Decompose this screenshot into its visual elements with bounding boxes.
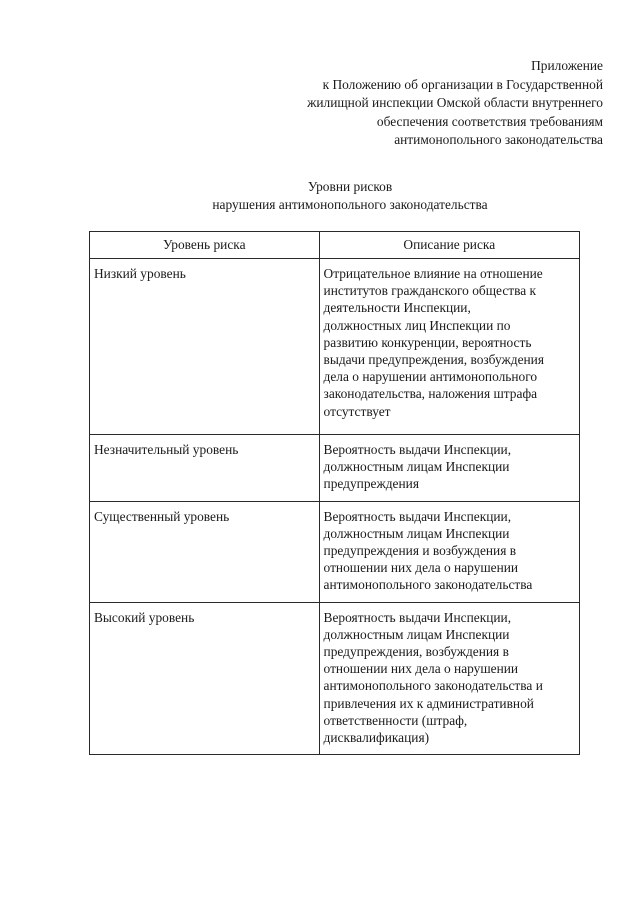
description-line: выдачи предупреждения, возбуждения: [323, 352, 545, 368]
appendix-header: [183, 57, 603, 150]
appendix-line: к Положению об организации в Государственной: [322, 76, 603, 92]
description-line: ответственности (штраф,: [323, 712, 468, 728]
table-row: [90, 435, 580, 502]
description-line: привлечения их к административной: [323, 695, 534, 711]
description-line: законодательства, наложения штрафа: [323, 386, 538, 402]
description-line: антимонопольного законодательства и: [323, 678, 543, 694]
description-line: предупреждения и возбуждения в: [323, 543, 517, 559]
title-line-1: Уровни рисков: [307, 179, 393, 194]
description-line: предупреждения, возбуждения в: [323, 644, 509, 660]
appendix-line: обеспечения соответствия требованиям: [376, 113, 603, 129]
description-line: Вероятность выдачи Инспекции,: [323, 508, 512, 524]
risk-description-cell: [319, 602, 579, 755]
appendix-line: антимонопольного законодательства: [394, 132, 603, 148]
table-header-row: [90, 232, 580, 259]
risk-description-cell: [319, 259, 579, 435]
risk-description-cell: [319, 501, 579, 602]
appendix-line: Приложение: [531, 58, 603, 73]
description-line: должностных лиц Инспекции по: [323, 317, 511, 333]
risk-level-cell: Незначительный уровень: [90, 435, 320, 502]
risk-description-cell: [319, 435, 579, 502]
header-risk-level: Уровень риска: [90, 232, 320, 259]
description-line: институтов гражданского общества к: [323, 283, 537, 299]
description-line: дисквалификация): [323, 730, 430, 746]
description-line: отношении них дела о нарушении: [323, 661, 519, 677]
description-line: развитию конкуренции, вероятность: [323, 334, 532, 350]
table-row: [90, 501, 580, 602]
risk-level-cell: Высокий уровень: [90, 602, 320, 755]
description-line: антимонопольного законодательства: [323, 577, 533, 593]
risk-level-cell: Низкий уровень: [90, 259, 320, 435]
description-line: предупреждения: [323, 476, 419, 492]
description-line: Отрицательное влияние на отношение: [323, 266, 543, 281]
risk-levels-table: [89, 231, 580, 755]
description-line: отношении них дела о нарушении: [323, 560, 519, 576]
description-line: отсутствует: [323, 403, 391, 419]
risk-level-cell: Существенный уровень: [90, 501, 320, 602]
table-row: [90, 602, 580, 755]
description-line: должностным лицам Инспекции: [323, 525, 510, 541]
description-line: должностным лицам Инспекции: [323, 459, 510, 475]
description-line: Вероятность выдачи Инспекции,: [323, 442, 512, 457]
description-line: Вероятность выдачи Инспекции,: [323, 609, 512, 625]
appendix-line: жилищной инспекции Омской области внутреннего: [307, 95, 603, 111]
table-row: [90, 259, 580, 435]
description-line: деятельности Инспекции,: [323, 300, 471, 316]
title-line-2: нарушения антимонопольного законодательства: [212, 197, 488, 212]
description-line: дела о нарушении антимонопольного: [323, 369, 538, 385]
description-line: должностным лицам Инспекции: [323, 626, 510, 642]
header-risk-description: Описание риска: [319, 232, 579, 259]
document-title: [0, 178, 640, 214]
